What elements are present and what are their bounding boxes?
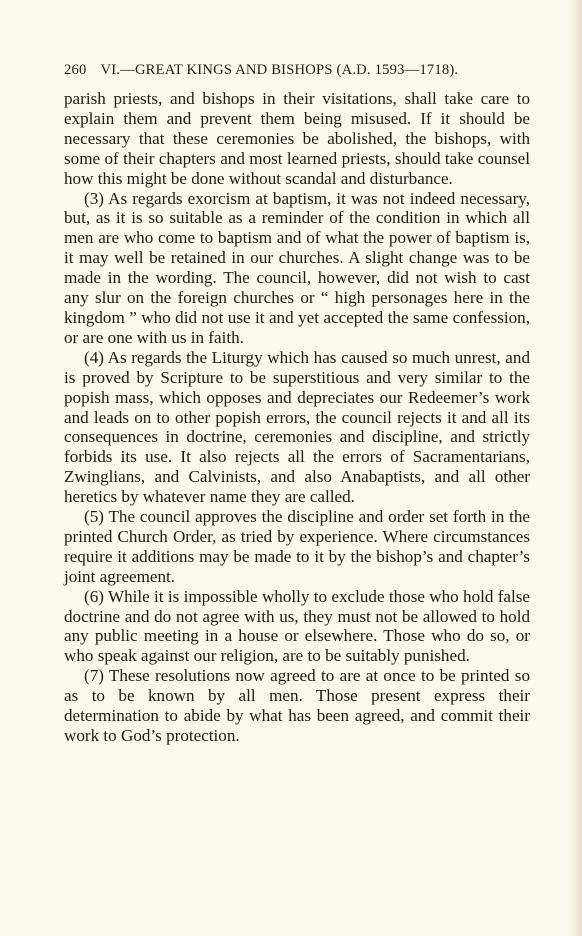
paragraph-false-doctrine: (6) While it is impossible wholly to exclude those who hold false doctrine and do not agree with us, they must not be allowed to hold any public meeting in a house or elsewhere. Those who do so, or who speak against our religion, are to be suitably punished. <box>64 586 530 666</box>
body-text <box>64 89 530 746</box>
running-head <box>64 62 534 79</box>
paragraph-exorcism: (3) As regards exorcism at baptism, it was not indeed necessary, but, as it is so suitable as a reminder of the condition in which all men are who come to baptism and of what the power of baptism is, it may well be retained in our churches. A slight change was to be made in the wording. The council, however, did not wish to cast any slur on the foreign churches or “ high personages here in the kingdom ” who did not use it and yet accepted the same confession, or are one with us in faith. <box>64 188 530 347</box>
page-number: 260 <box>64 62 87 78</box>
paragraph-discipline: (5) The council approves the discipline and order set forth in the printed Church Order, as tried by experience. Where circumstances require it additions may be made to it by the bishop’s and chapter’s joint agreement. <box>64 507 530 586</box>
running-head-title: VI.—GREAT KINGS AND BISHOPS (A.D. 1593—1718). <box>100 62 459 78</box>
paragraph-resolutions: (7) These resolutions now agreed to are at once to be printed so as to be known by all men. Those present express their determination to abide by what has been agreed, and commit their work to God’s protection. <box>64 666 530 745</box>
paragraph-liturgy: (4) As regards the Liturgy which has caused so much unrest, and is proved by Scripture to be superstitious and very similar to the popish mass, which opposes and depreciates our Redeemer’s work and leads on to other popish errors, the council rejects it and all its consequences in doctrine, ceremonies and discipline, and strictly forbids its use. It also rejects all the errors of Sacramentarians, Zwinglians, and Calvinists, and also Anabaptists, and all other heretics by whatever name they are called. <box>64 347 530 507</box>
page-edge-shadow <box>568 0 582 936</box>
paragraph-continued: parish priests, and bishops in their visitations, shall take care to explain them and prevent them being misused. If it should be necessary that these ceremonies be abolished, the bishops, with some of their chapters and most learned priests, should take counsel how this might be done without scandal and disturbance. <box>64 89 530 188</box>
